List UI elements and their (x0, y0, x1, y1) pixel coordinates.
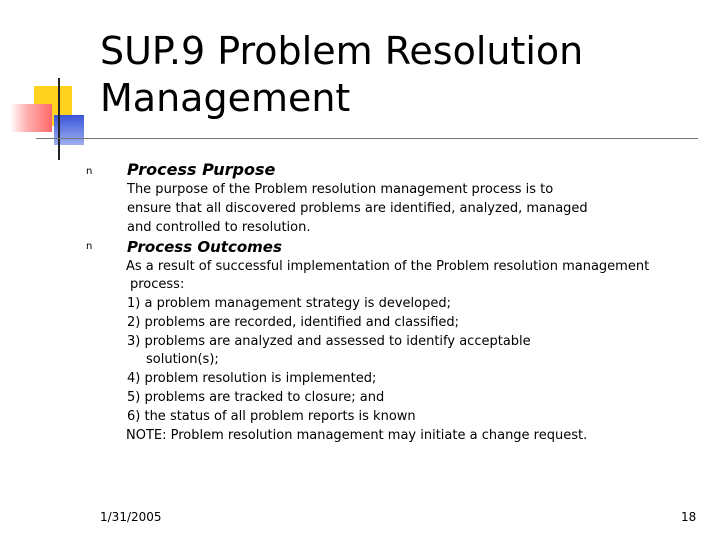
title-underline (36, 138, 698, 139)
page-number: 18 (681, 510, 697, 524)
purpose-line: and controlled to resolution. (127, 220, 311, 235)
footer-date: 1/31/2005 (100, 510, 162, 524)
outcomes-line: 4) problem resolution is implemented; (127, 371, 377, 386)
purpose-line: ensure that all discovered problems are identified, analyzed, managed (127, 201, 588, 216)
slide-title (100, 28, 700, 122)
slide-title-line-2: Management (100, 76, 351, 120)
decorative-vertical-line (58, 78, 60, 160)
bullet-marker: n (86, 166, 93, 177)
bullet-marker: n (86, 241, 93, 252)
outcomes-line: 2) problems are recorded, identified and classified; (127, 315, 460, 330)
outcomes-line: 3) problems are analyzed and assessed to identify acceptable (127, 334, 531, 349)
outcomes-line: process: (130, 277, 185, 292)
outcomes-line: 5) problems are tracked to closure; and (127, 390, 385, 405)
outcomes-line: NOTE: Problem resolution management may initiate a change request. (126, 428, 588, 443)
purpose-line: The purpose of the Problem resolution management process is to (127, 182, 554, 197)
outcomes-line: 6) the status of all problem reports is known (127, 409, 416, 424)
outcomes-line: As a result of successful implementation of the Problem resolution management (126, 259, 650, 274)
purpose-heading: Process Purpose (127, 160, 276, 179)
slide-title-line-1: SUP.9 Problem Resolution (100, 29, 584, 73)
outcomes-heading: Process Outcomes (127, 238, 282, 256)
outcomes-line: 1) a problem management strategy is developed; (127, 296, 451, 311)
outcomes-line: solution(s); (146, 352, 219, 367)
decorative-red-gradient (10, 104, 52, 132)
